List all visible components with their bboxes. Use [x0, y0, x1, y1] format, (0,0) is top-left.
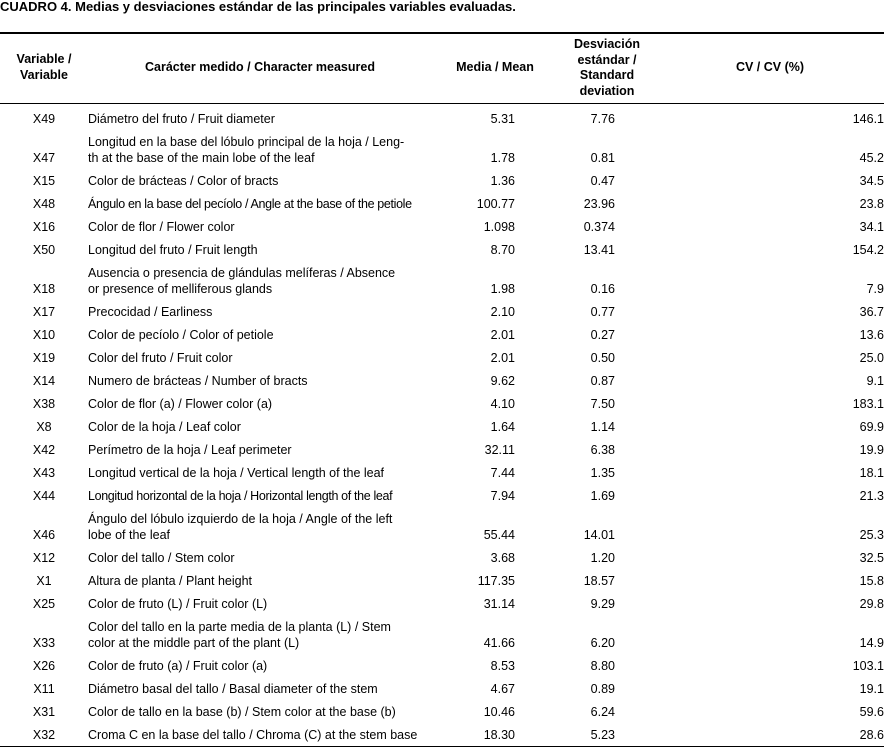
cv-cell: 183.1: [852, 397, 884, 411]
mean-cell: 4.10: [490, 397, 515, 411]
character-cell: [88, 543, 433, 566]
variable-cell: X1: [36, 574, 52, 588]
cv-cell: 25.3: [859, 528, 884, 542]
character-cell: [88, 612, 433, 651]
header-sd-line3: Standard: [579, 68, 635, 82]
cv-cell: 19.1: [859, 682, 884, 696]
mean-cell: 7.94: [490, 489, 515, 503]
character-cell: [88, 589, 433, 612]
variable-cell: X25: [32, 597, 56, 611]
cv-cell: 29.8: [859, 597, 884, 611]
variable-cell: X32: [32, 728, 56, 742]
variable-cell: X14: [32, 374, 56, 388]
cv-cell: 9.1: [866, 374, 884, 388]
header-sd-line2: estándar /: [577, 52, 637, 67]
character-cell: [88, 166, 433, 189]
header-mean: Media / Mean: [456, 60, 534, 74]
character-line: Precocidad / Earliness: [88, 305, 213, 319]
sd-cell: 5.23: [590, 728, 615, 742]
character-line: color at the middle part of the plant (L): [88, 636, 300, 650]
character-line: Color de pecíolo / Color of petiole: [88, 328, 274, 342]
character-line: Diámetro del fruto / Fruit diameter: [88, 112, 275, 126]
variable-cell: X18: [32, 282, 56, 296]
sd-cell: 0.77: [590, 305, 615, 319]
table-row: [0, 697, 884, 720]
variable-cell: X19: [32, 351, 56, 365]
mean-cell: 8.70: [490, 243, 515, 257]
mean-cell: 41.66: [483, 636, 515, 650]
variable-cell: X50: [32, 243, 56, 257]
variable-cell: X43: [32, 466, 56, 480]
mean-cell: 9.62: [490, 374, 515, 388]
table-row: [0, 481, 884, 504]
character-line: Altura de planta / Plant height: [88, 574, 253, 588]
character-cell: [88, 127, 433, 166]
variable-cell: X33: [32, 636, 56, 650]
character-cell: [88, 697, 433, 720]
sd-cell: 9.29: [590, 597, 615, 611]
mean-cell: 1.36: [490, 174, 515, 188]
cv-cell: 36.7: [859, 305, 884, 319]
mean-cell: 32.11: [484, 443, 515, 457]
variable-cell: X49: [32, 112, 56, 126]
top-rule: [0, 32, 884, 34]
character-line: Color de flor / Flower color: [88, 220, 235, 234]
sd-cell: 13.41: [583, 243, 615, 257]
variable-cell: X16: [32, 220, 56, 234]
character-cell: [88, 674, 433, 697]
cv-cell: 25.0: [859, 351, 884, 365]
sd-cell: 0.47: [590, 174, 615, 188]
character-line: Color del fruto / Fruit color: [88, 351, 233, 365]
sd-cell: 1.35: [590, 466, 615, 480]
character-cell: [88, 297, 433, 320]
variable-cell: X44: [32, 489, 56, 503]
cv-cell: 59.6: [859, 705, 884, 719]
header-variable: [0, 52, 88, 83]
sd-cell: 23.96: [583, 197, 615, 211]
mean-cell: 1.78: [490, 151, 515, 165]
sd-cell: 0.89: [590, 682, 615, 696]
character-cell: [88, 320, 433, 343]
sd-cell: 0.87: [590, 374, 615, 388]
sd-cell: 18.57: [583, 574, 615, 588]
variable-cell: X46: [32, 528, 56, 542]
character-line: Color de la hoja / Leaf color: [88, 420, 241, 434]
character-cell: [88, 651, 433, 674]
sd-cell: 0.374: [583, 220, 615, 234]
cv-cell: 15.8: [859, 574, 884, 588]
mean-cell: 18.30: [483, 728, 515, 742]
table-row: [0, 412, 884, 435]
character-cell: [88, 458, 433, 481]
character-cell: [88, 366, 433, 389]
character-line: Longitud horizontal de la hoja / Horizontal length of the leaf: [88, 489, 393, 503]
character-line: th at the base of the main lobe of the leaf: [88, 151, 315, 165]
table-row: [0, 651, 884, 674]
mean-cell: 5.31: [490, 112, 515, 126]
character-line: Color del tallo / Stem color: [88, 551, 235, 565]
table-row: [0, 189, 884, 212]
header-cv: CV / CV (%): [735, 60, 805, 74]
variable-cell: X42: [32, 443, 56, 457]
variable-cell: X26: [32, 659, 56, 673]
character-line: Diámetro basal del tallo / Basal diameter of the stem: [88, 682, 378, 696]
variable-cell: X11: [33, 682, 55, 696]
data-table-body: [0, 104, 884, 743]
cv-cell: 28.6: [859, 728, 884, 742]
table-row: [0, 320, 884, 343]
variable-cell: X48: [32, 197, 56, 211]
cv-cell: 34.5: [859, 174, 884, 188]
cv-cell: 19.9: [859, 443, 884, 457]
header-sd-line4: deviation: [579, 83, 635, 98]
sd-cell: 6.24: [590, 705, 615, 719]
table-row: [0, 612, 884, 651]
mean-cell: 100.77: [476, 197, 515, 211]
character-cell: [88, 343, 433, 366]
sd-cell: 8.80: [590, 659, 615, 673]
variable-cell: X17: [32, 305, 56, 319]
mean-cell: 31.14: [483, 597, 515, 611]
table-row: [0, 458, 884, 481]
sd-cell: 1.69: [590, 489, 615, 503]
sd-cell: 1.14: [590, 420, 615, 434]
mean-cell: 10.46: [483, 705, 515, 719]
character-line: Color del tallo en la parte media de la planta (L) / Stem: [88, 620, 391, 634]
table-row: [0, 104, 884, 127]
table-row: [0, 212, 884, 235]
character-cell: [88, 435, 433, 458]
table-row: [0, 720, 884, 743]
cv-cell: 32.5: [859, 551, 884, 565]
character-line: Color de flor (a) / Flower color (a): [88, 397, 273, 411]
sd-cell: 1.20: [590, 551, 615, 565]
character-line: lobe of the leaf: [88, 528, 171, 542]
character-line: or presence of melliferous glands: [88, 282, 273, 296]
character-line: Ángulo en la base del pecíolo / Angle at the base of the petiole: [88, 197, 412, 211]
variable-cell: X31: [32, 705, 56, 719]
character-line: Perímetro de la hoja / Leaf perimeter: [88, 443, 292, 457]
character-cell: [88, 104, 433, 127]
character-line: Longitud del fruto / Fruit length: [88, 243, 258, 257]
mean-cell: 1.64: [490, 420, 515, 434]
table-row: [0, 297, 884, 320]
character-cell: [88, 481, 433, 504]
header-character: Carácter medido / Character measured: [145, 60, 375, 74]
mean-cell: 4.67: [490, 682, 515, 696]
table-row: [0, 127, 884, 166]
data-table: [0, 104, 884, 743]
character-cell: [88, 389, 433, 412]
character-line: Longitud vertical de la hoja / Vertical length of the leaf: [88, 466, 385, 480]
cv-cell: 21.3: [859, 489, 884, 503]
character-cell: [88, 412, 433, 435]
table-row: [0, 343, 884, 366]
character-cell: [88, 212, 433, 235]
cv-cell: 34.1: [859, 220, 884, 234]
cv-cell: 45.2: [859, 151, 884, 165]
header-sd: [552, 37, 662, 99]
table-row: [0, 389, 884, 412]
table-caption: CUADRO 4. Medias y desviaciones estándar de las principales variables evaluadas.: [0, 0, 516, 14]
mean-cell: 55.44: [483, 528, 515, 542]
cv-cell: 13.6: [859, 328, 884, 342]
table-row: [0, 589, 884, 612]
variable-cell: X10: [32, 328, 56, 342]
header-variable-line2: Variable: [20, 67, 68, 82]
table-row: [0, 258, 884, 297]
mean-cell: 117.35: [477, 574, 515, 588]
header-variable-line1: Variable /: [16, 52, 72, 66]
table-row: [0, 166, 884, 189]
character-cell: [88, 235, 433, 258]
sd-cell: 0.81: [590, 151, 615, 165]
sd-cell: 0.50: [590, 351, 615, 365]
mean-cell: 1.098: [483, 220, 515, 234]
character-cell: [88, 720, 433, 743]
cv-cell: 103.1: [852, 659, 884, 673]
character-cell: [88, 258, 433, 297]
cv-cell: 18.1: [859, 466, 884, 480]
header-sd-line1: Desviación: [573, 37, 640, 51]
mean-cell: 7.44: [490, 466, 515, 480]
cv-cell: 7.9: [866, 282, 884, 296]
variable-cell: X38: [32, 397, 56, 411]
mean-cell: 3.68: [490, 551, 515, 565]
mean-cell: 8.53: [490, 659, 515, 673]
character-line: Color de fruto (L) / Fruit color (L): [88, 597, 268, 611]
character-line: Ausencia o presencia de glándulas melíferas / Absence: [88, 266, 396, 280]
sd-cell: 14.01: [583, 528, 615, 542]
mean-cell: 2.01: [490, 351, 515, 365]
table-row: [0, 435, 884, 458]
mean-cell: 2.10: [490, 305, 515, 319]
sd-cell: 7.50: [590, 397, 615, 411]
mean-cell: 1.98: [490, 282, 515, 296]
sd-cell: 6.38: [590, 443, 615, 457]
character-line: Ángulo del lóbulo izquierdo de la hoja / Angle of the left: [88, 512, 393, 526]
character-cell: [88, 189, 433, 212]
sd-cell: 6.20: [590, 636, 615, 650]
table-row: [0, 235, 884, 258]
character-line: Longitud en la base del lóbulo principal de la hoja / Leng-: [88, 135, 405, 149]
cv-cell: 69.9: [859, 420, 884, 434]
variable-cell: X15: [32, 174, 56, 188]
cv-cell: 14.9: [859, 636, 884, 650]
table-row: [0, 366, 884, 389]
cv-cell: 154.2: [852, 243, 884, 257]
character-cell: [88, 504, 433, 543]
sd-cell: 0.27: [590, 328, 615, 342]
character-cell: [88, 566, 433, 589]
variable-cell: X47: [32, 151, 56, 165]
variable-cell: X8: [36, 420, 52, 434]
cv-cell: 23.8: [859, 197, 884, 211]
character-line: Color de tallo en la base (b) / Stem color at the base (b): [88, 705, 396, 719]
sd-cell: 7.76: [590, 112, 615, 126]
character-line: Croma C en la base del tallo / Chroma (C) at the stem base: [88, 728, 418, 742]
table-row: [0, 504, 884, 543]
character-line: Color de brácteas / Color of bracts: [88, 174, 279, 188]
table-row: [0, 566, 884, 589]
variable-cell: X12: [32, 551, 56, 565]
table-row: [0, 674, 884, 697]
sd-cell: 0.16: [590, 282, 615, 296]
character-line: Color de fruto (a) / Fruit color (a): [88, 659, 268, 673]
cv-cell: 146.1: [852, 112, 884, 126]
bottom-rule: [0, 746, 884, 747]
mean-cell: 2.01: [490, 328, 515, 342]
table-row: [0, 543, 884, 566]
character-line: Numero de brácteas / Number of bracts: [88, 374, 308, 388]
